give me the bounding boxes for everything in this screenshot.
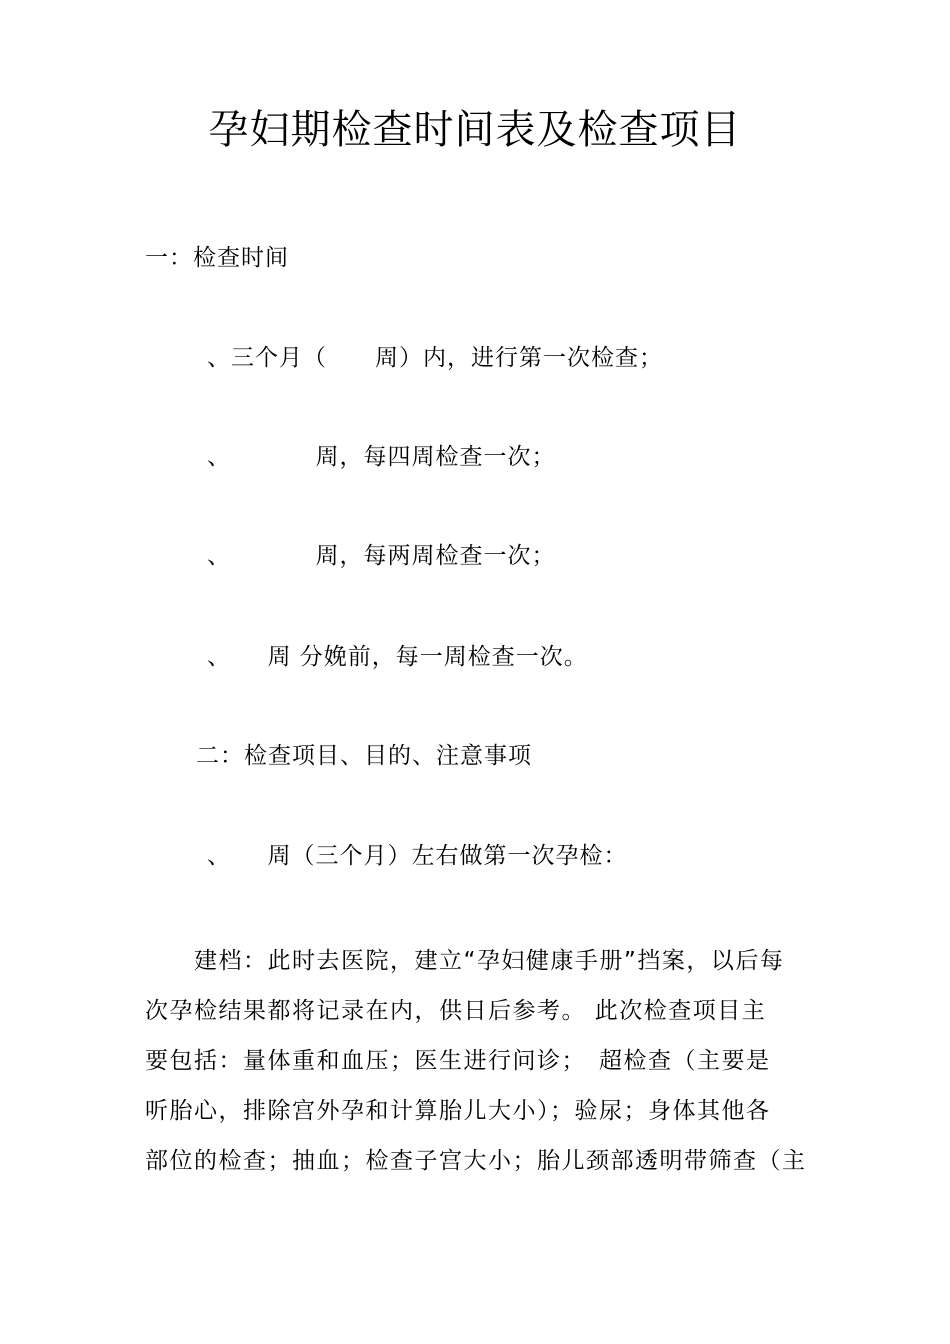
schedule-item-2: 、 周，每四周检查一次；: [207, 444, 556, 470]
section-heading-items: 二：检查项目、目的、注意事项: [196, 743, 532, 769]
item-heading-first-visit: 、 周（三个月）左右做第一次孕检：: [207, 843, 628, 869]
paragraph-line: 听胎心，排除宫外孕和计算胎儿大小）；验尿；身体其他各: [145, 1098, 771, 1124]
paragraph-line: 要包括：量体重和血压；医生进行问诊； 超检查（主要是: [145, 1048, 771, 1074]
first-visit-paragraph: [145, 936, 807, 1186]
paragraph-line: 部位的检查；抽血；检查子宫大小；胎儿颈部透明带筛查（主: [145, 1148, 807, 1174]
paragraph-line: 次孕检结果都将记录在内，供日后参考。 此次检查项目主: [145, 998, 767, 1024]
schedule-item-3: 、 周，每两周检查一次；: [207, 543, 556, 569]
document-title: 孕妇期检查时间表及检查项目: [208, 107, 742, 153]
section-heading-schedule: 一：检查时间: [145, 245, 289, 271]
paragraph-line: 建档：此时去医院，建立“孕妇健康手册”挡案，以后每: [145, 948, 785, 974]
schedule-item-4: 、 周 分娩前，每一周检查一次。: [207, 644, 588, 670]
schedule-item-1: 、三个月（ 周）内，进行第一次检查；: [207, 345, 663, 371]
